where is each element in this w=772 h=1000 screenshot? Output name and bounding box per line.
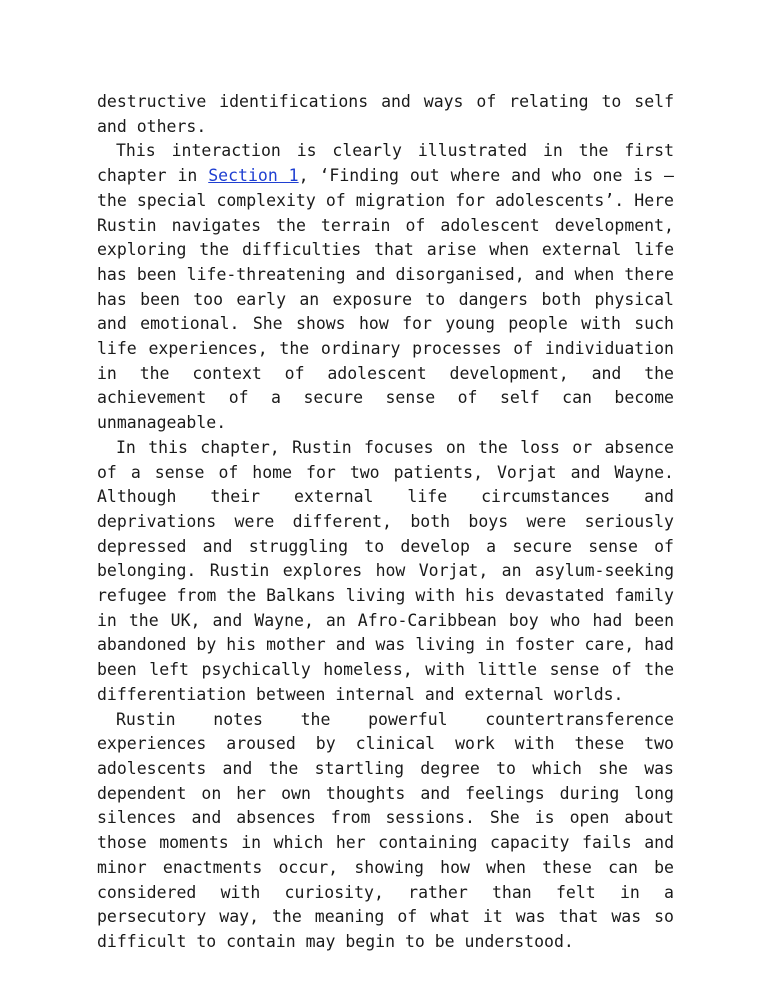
paragraph-continuation: destructive identifications and ways of relating to self and others. <box>97 92 674 136</box>
paragraph-text-after-link: , ‘Finding out where and who one is – the special complexity of migration for adolescents’. Here Rustin navigates the terrain of adolescent development, exploring the difficulties that arise when external life has been life-threatening and disorganised, and when there has been too early an exposure to dangers both physical and emotional. She shows how for young people with such life experiences, the ordinary processes of individuation in the context of adolescent development, and the achievement of a secure sense of self can become unmanageable. <box>97 166 674 433</box>
paragraph-chapter-summary: In this chapter, Rustin focuses on the loss or absence of a sense of home for two patients, Vorjat and Wayne. Although their external life circumstances and deprivations were different, both boys were seriously depressed and struggling to develop a secure sense of belonging. Rustin explores how Vorjat, an asylum-seeking refugee from the Balkans living with his devastated family in the UK, and Wayne, an Afro-Caribbean boy who had been abandoned by his mother and was living in foster care, had been left psychically homeless, with little sense of the differentiation between internal and external worlds. <box>97 437 674 704</box>
document-page <box>97 90 674 955</box>
paragraph-section-intro <box>97 139 674 435</box>
section-1-link[interactable]: Section 1 <box>208 166 299 186</box>
paragraph-text-before-link: This interaction is clearly illustrated in the first chapter in <box>97 141 674 186</box>
paragraph-countertransference: Rustin notes the powerful countertransference experiences aroused by clinical work with these two adolescents and the startling degree to which she was dependent on her own thoughts and feelings during long silences and absences from sessions. She is open about those moments in which her containing capacity fails and minor enactments occur, showing how when these can be considered with curiosity, rather than felt in a persecutory way, the meaning of what it was that was so difficult to contain may begin to be understood. <box>97 709 674 951</box>
